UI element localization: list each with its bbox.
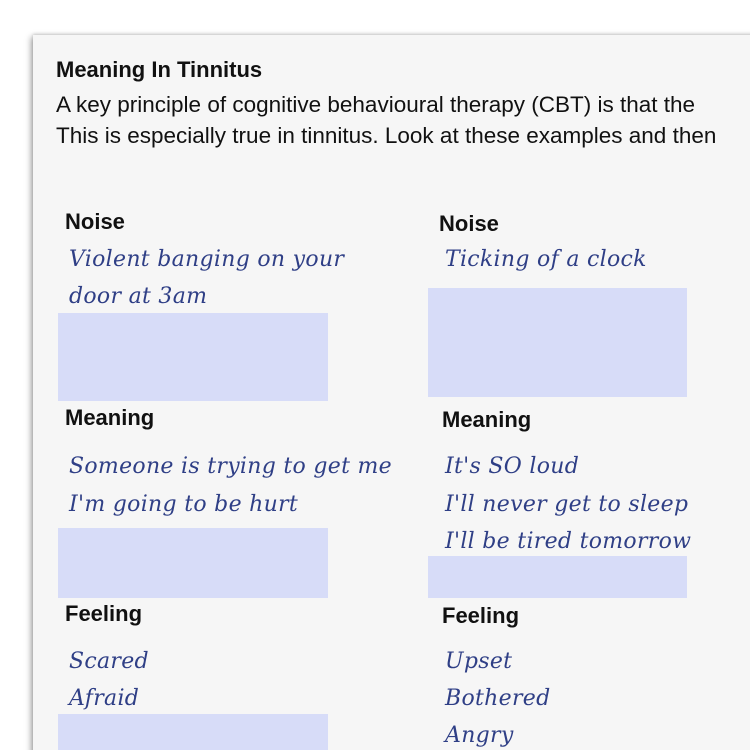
left-feeling-line-1: Scared <box>69 649 149 674</box>
left-meaning-line-2: I'm going to be hurt <box>69 492 299 517</box>
left-feeling-answer-box[interactable] <box>58 714 328 750</box>
page-title: Meaning In Tinnitus <box>56 57 263 82</box>
left-noise-line-2: door at 3am <box>69 284 208 309</box>
left-meaning-line-1: Someone is trying to get me <box>69 454 393 479</box>
left-noise-heading: Noise <box>65 209 125 234</box>
right-meaning-heading: Meaning <box>442 407 532 432</box>
right-noise-heading: Noise <box>439 211 499 236</box>
left-meaning-heading: Meaning <box>65 405 155 430</box>
worksheet-page <box>33 35 750 750</box>
right-meaning-line-1: It's SO loud <box>445 454 580 479</box>
right-feeling-line-2: Bothered <box>445 686 551 711</box>
left-feeling-heading: Feeling <box>65 601 143 626</box>
intro-line-1: A key principle of cognitive behavioural therapy (CBT) is that the <box>56 92 696 117</box>
right-noise-answer-box[interactable] <box>428 288 687 397</box>
intro-line-2: This is especially true in tinnitus. Look at these examples and then <box>56 123 717 148</box>
left-noise-answer-box[interactable] <box>58 313 328 401</box>
right-meaning-line-3: I'll be tired tomorrow <box>445 529 692 554</box>
right-feeling-line-1: Upset <box>445 649 513 674</box>
right-meaning-answer-box[interactable] <box>428 556 687 598</box>
right-feeling-line-3: Angry <box>445 723 514 748</box>
left-noise-line-1: Violent banging on your <box>69 247 345 272</box>
left-feeling-line-2: Afraid <box>69 686 140 711</box>
right-meaning-line-2: I'll never get to sleep <box>445 492 689 517</box>
intro-text <box>56 89 716 151</box>
right-feeling-heading: Feeling <box>442 603 520 628</box>
left-meaning-answer-box[interactable] <box>58 528 328 598</box>
right-noise-line-1: Ticking of a clock <box>445 247 647 272</box>
